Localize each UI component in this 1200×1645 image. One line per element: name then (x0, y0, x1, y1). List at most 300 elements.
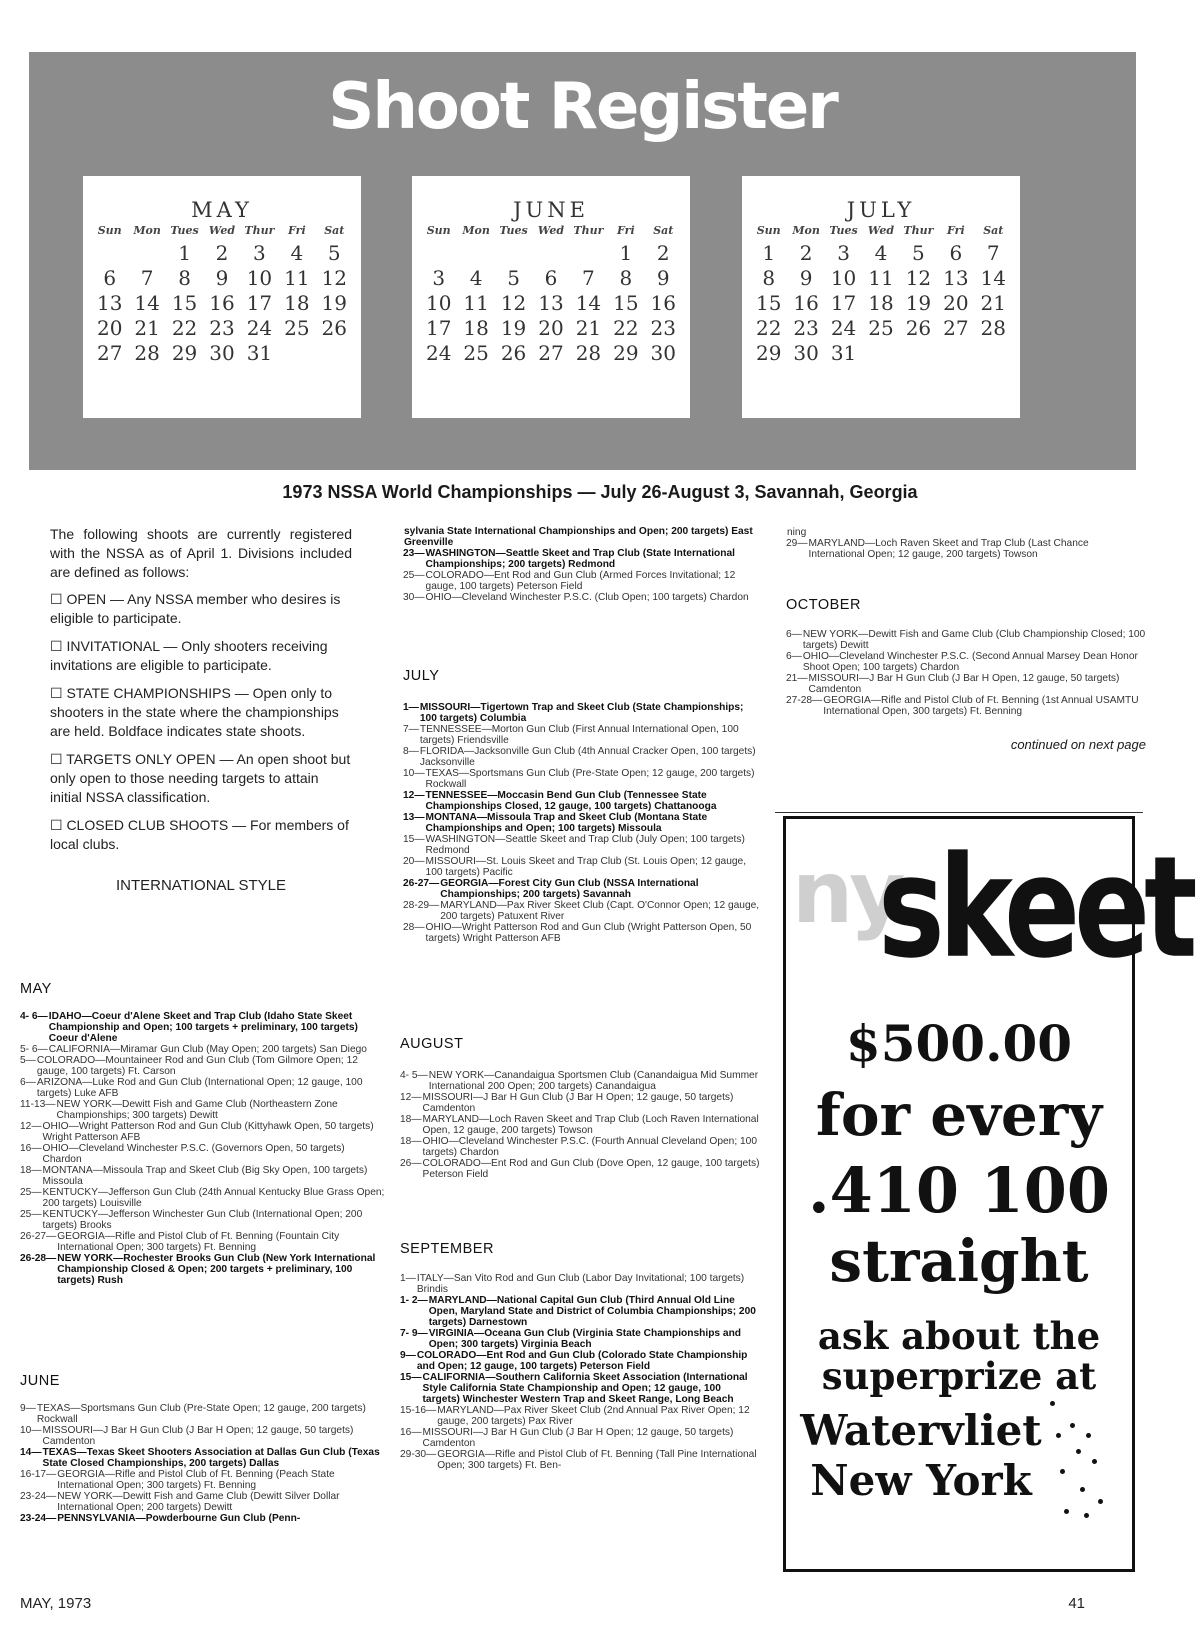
calendar-date: 30 (650, 341, 676, 365)
shoot-date: 18— (400, 1114, 422, 1125)
calendar-weekday: Sat (324, 224, 345, 237)
shoot-entry (20, 1231, 385, 1253)
calendar-date: 25 (868, 316, 894, 340)
shoot-description: ning (787, 527, 807, 538)
shoot-description: OHIO—Cleveland Winchester P.S.C. (Fourth Annual Cleveland Open; 100 targets) Chardon (422, 1136, 758, 1158)
shoot-entry (403, 526, 761, 548)
ad-amount: $500.00 (845, 1014, 1073, 1073)
calendar-weekday: Thur (573, 224, 604, 237)
calendar-date: 20 (538, 316, 564, 340)
definition-invitational: ☐ INVITATIONAL — Only shooters receiving invitations are eligible to participate. (50, 638, 328, 673)
calendar-date: 1 (762, 241, 776, 265)
calendar-date: 20 (96, 316, 123, 340)
definition-targets-only-open: ☐ TARGETS ONLY OPEN — An open shoot but only open to those needing targets to attain initial NSSA classification. (50, 751, 351, 805)
shoot-date: 28— (403, 922, 425, 933)
calendar-date: 26 (500, 341, 527, 365)
calendar-weekday-row (412, 224, 690, 237)
ad-line-superprize: superprize at (821, 1354, 1097, 1398)
shoot-entry (20, 1209, 385, 1231)
championship-subtitle: 1973 NSSA World Championships — July 26-August 3, Savannah, Georgia (282, 482, 918, 502)
shoot-date: 4- 5— (400, 1070, 428, 1081)
june-continued (403, 526, 761, 603)
calendar-date: 8 (762, 266, 776, 290)
july-section (403, 668, 761, 944)
shoot-description: ITALY—San Vito Rod and Gun Club (Labor Day Invitational; 100 targets) Brindis (416, 1273, 745, 1295)
calendar-weekday: Sun (97, 224, 122, 237)
august-entries (400, 1070, 761, 1180)
calendar-blank-cell (91, 241, 128, 266)
shoot-entry (400, 1405, 761, 1427)
calendar-blank-cell (420, 241, 457, 266)
calendar-date: 29 (613, 341, 639, 365)
shoot-description: VIRGINIA—Oceana Gun Club (Virginia State Championships and Open; 300 targets) Virginia Beach (428, 1328, 742, 1350)
calendar-date: 7 (986, 241, 1000, 265)
shoot-entry (20, 1447, 385, 1469)
august-section (400, 1036, 761, 1180)
shoot-date: 18— (20, 1165, 42, 1176)
shoot-entry (400, 1070, 761, 1092)
shoot-date: 15-16— (400, 1405, 437, 1416)
calendar-date: 4 (290, 241, 304, 265)
calendar-date: 10 (246, 266, 273, 290)
shoot-entry (403, 812, 761, 834)
shoot-date: 16-17— (20, 1469, 57, 1480)
shoot-description: COLORADO—Ent Rod and Gun Club (Dove Open, 12 gauge, 100 targets) Peterson Field (422, 1158, 760, 1180)
shoot-date: 25— (20, 1209, 42, 1220)
shoot-description: NEW YORK—Dewitt Fish and Game Club (Northeastern Zone Championships; 300 targets) Dewitt (56, 1099, 338, 1121)
page-number: 41 (1068, 1595, 1085, 1612)
shoot-date: 26— (400, 1158, 422, 1169)
month-heading-october: OCTOBER (786, 597, 861, 613)
calendar-date: 6 (949, 241, 963, 265)
shoot-description: OHIO—Cleveland Winchester P.S.C. (Club Open; 100 targets) Chardon (425, 592, 749, 603)
shoot-description: MISSOURI—St. Louis Skeet and Trap Club (St. Louis Open; 12 gauge, 100 targets) Pacific (425, 856, 747, 878)
calendar-date: 9 (656, 266, 670, 290)
shoot-description: TENNESSEE—Morton Gun Club (First Annual International Open, 100 targets) Friendsville (419, 724, 739, 746)
shoot-description: MARYLAND—Loch Raven Skeet and Trap Club (Last Chance International Open; 12 gauge, 200 targets) Towson (808, 538, 1089, 560)
calendar-date: 2 (799, 241, 813, 265)
shoot-date: 23-24— (20, 1491, 57, 1502)
may-entries (20, 1011, 385, 1286)
shoot-description: NEW YORK—Canandaigua Sportsmen Club (Canandaigua Mid Summer International 200 Open; 200 targets) Canandaigua (428, 1070, 759, 1092)
shoot-entry (20, 1491, 385, 1513)
month-heading-september: SEPTEMBER (400, 1241, 494, 1257)
calendar-date: 4 (469, 266, 483, 290)
shoot-description: CALIFORNIA—Southern California Skeet Association (International Style California State Championship and Open; 12 gauge, 100 targets) Winchester Western Trap and Skeet Range, Long Beach (422, 1372, 748, 1405)
shoot-date: 15— (400, 1372, 422, 1383)
calendar-june (412, 176, 690, 418)
calendar-date: 23 (209, 316, 235, 340)
calendar-date: 23 (650, 316, 676, 340)
calendar-blank-cell (128, 241, 165, 266)
calendar-date: 18 (463, 316, 489, 340)
shoot-description: ARIZONA—Luke Rod and Gun Club (International Open; 12 gauge, 100 targets) Luke AFB (36, 1077, 363, 1099)
calendar-date: 27 (96, 341, 123, 365)
month-heading-august: AUGUST (400, 1036, 464, 1052)
calendar-weekday: Tues (170, 224, 199, 237)
calendar-weekday: Thur (903, 224, 934, 237)
calendar-weekday: Wed (208, 224, 236, 237)
footer-date: MAY, 1973 (20, 1595, 92, 1612)
calendar-date: 19 (500, 316, 527, 340)
shoot-entry (20, 1121, 385, 1143)
calendar-date: 21 (134, 316, 160, 340)
shoot-entry (786, 629, 1146, 651)
shoot-entry (20, 1469, 385, 1491)
intro-column (50, 525, 352, 895)
shoot-entry (400, 1114, 761, 1136)
calendar-weekday: Thur (244, 224, 275, 237)
shoot-description: TEXAS—Sportsmans Gun Club (Pre-State Open; 12 gauge, 200 targets) Rockwall (425, 768, 755, 790)
shoot-entry (400, 1350, 761, 1372)
shoot-entry (403, 856, 761, 878)
calendar-weekday: Mon (792, 224, 820, 237)
shoot-date: 18— (400, 1136, 422, 1147)
calendar-date: 5 (507, 266, 520, 290)
calendar-date: 27 (943, 316, 969, 340)
calendar-date-grid (83, 237, 361, 366)
calendar-weekday-row (83, 224, 361, 237)
calendar-date: 22 (613, 316, 639, 340)
calendar-date: 3 (432, 266, 446, 290)
shoot-entry (20, 1403, 385, 1425)
ad-line-410: .410 100 (807, 1154, 1110, 1227)
calendar-date: 24 (425, 341, 452, 365)
shoot-date: 21— (786, 673, 808, 684)
definition-state-championships: ☐ STATE CHAMPIONSHIPS — Open only to shooters in the state where the championships are held. Boldface indicates state shoots. (50, 685, 339, 739)
calendar-weekday: Sat (653, 224, 674, 237)
calendar-weekday: Fri (947, 224, 965, 237)
month-heading-may: MAY (20, 981, 52, 997)
calendar-date: 27 (538, 341, 564, 365)
shoot-entry (403, 768, 761, 790)
calendar-july (742, 176, 1020, 418)
intro-text: The following shoots are currently registered with the NSSA as of April 1. Divisions included are defined as follows: (50, 526, 352, 580)
shoot-description: OHIO—Wright Patterson Rod and Gun Club (Wright Patterson Open, 50 targets) Wright Patterson AFB (425, 922, 752, 944)
shoot-description: MISSOURI—J Bar H Gun Club (J Bar H Open; 12 gauge, 50 targets) Camdenton (42, 1425, 354, 1447)
shoot-date: 1— (400, 1273, 416, 1284)
shoot-entry (786, 538, 1146, 560)
shoot-description: WASHINGTON—Seattle Skeet and Trap Club (State International Championships; 200 targets) Redmond (425, 548, 735, 570)
shoot-date: 28-29— (403, 900, 440, 911)
calendar-date: 16 (209, 291, 235, 315)
shoot-entry (403, 922, 761, 944)
shoot-date: 26-28— (20, 1253, 57, 1264)
calendar-date: 25 (284, 316, 310, 340)
shoot-entry (403, 790, 761, 812)
calendar-weekday: Wed (537, 224, 565, 237)
shoot-description: MARYLAND—Pax River Skeet Club (2nd Annual Pax River Open; 12 gauge, 200 targets) Pax River (437, 1405, 750, 1427)
shoot-date: 1— (403, 702, 419, 713)
ad-ny-prefix: ny (792, 843, 902, 943)
calendar-date: 29 (755, 341, 782, 365)
shoot-description: OHIO—Cleveland Winchester P.S.C. (Second Annual Marsey Dean Honor Shoot Open; 100 targets) Chardon (802, 651, 1138, 673)
shoot-date: 29— (786, 538, 808, 549)
shoot-description: TEXAS—Texas Skeet Shooters Association at Dallas Gun Club (Texas State Closed Championships, 200 targets) Dallas (42, 1447, 380, 1469)
calendar-date: 19 (905, 291, 932, 315)
calendar-date: 22 (755, 316, 782, 340)
shoot-description: GEORGIA—Rifle and Pistol Club of Ft. Benning (Tall Pine International Open; 300 targets) Ft. Ben- (437, 1449, 757, 1471)
shoot-date: 4- 6— (20, 1011, 48, 1022)
calendar-date: 16 (650, 291, 676, 315)
shoot-date: 12— (403, 790, 425, 801)
shoot-description: COLORADO—Ent Rod and Gun Club (Armed Forces Invitational; 12 gauge, 100 targets) Peterson Field (425, 570, 736, 592)
calendar-date: 7 (140, 266, 154, 290)
shoot-entry (403, 570, 761, 592)
shoot-date: 5— (20, 1055, 36, 1066)
calendar-date: 25 (463, 341, 489, 365)
july-entries (403, 702, 761, 944)
calendar-date: 18 (868, 291, 894, 315)
shoot-description: MISSOURI—Tigertown Trap and Skeet Club (State Championships; 100 targets) Columbia (419, 702, 744, 724)
shoot-date: 16— (400, 1427, 422, 1438)
shoot-entry (786, 651, 1146, 673)
shoot-date: 6— (786, 629, 802, 640)
calendar-date: 10 (425, 291, 452, 315)
shoot-entry (403, 834, 761, 856)
shoot-entry (20, 1055, 385, 1077)
shoot-description: MISSOURI—J Bar H Gun Club (J Bar H Open, 12 gauge, 50 targets) Camdenton (808, 673, 1120, 695)
shoot-date: 16— (20, 1143, 42, 1154)
calendar-weekday-row (742, 224, 1020, 237)
shoot-date: 12— (20, 1121, 42, 1132)
shoot-date: 15— (403, 834, 425, 845)
calendar-date: 20 (943, 291, 969, 315)
october-entries (786, 629, 1146, 717)
shoot-entry (400, 1449, 761, 1471)
calendar-weekday: Tues (829, 224, 858, 237)
calendar-date: 15 (755, 291, 782, 315)
shoot-entry (20, 1099, 385, 1121)
shoot-description: WASHINGTON—Seattle Skeet and Trap Club (July Open; 100 targets) Redmond (425, 834, 745, 856)
shoot-entry (20, 1253, 385, 1286)
september-entries (400, 1273, 761, 1471)
shoot-entry (20, 1143, 385, 1165)
calendar-date-grid (742, 237, 1020, 366)
shoot-date: 9— (400, 1350, 416, 1361)
calendar-date: 10 (830, 266, 857, 290)
calendar-date: 31 (246, 341, 273, 365)
calendar-date: 22 (171, 316, 198, 340)
shoot-entry (403, 746, 761, 768)
shoot-description: MISSOURI—J Bar H Gun Club (J Bar H Open; 12 gauge, 50 targets) Camdenton (422, 1427, 734, 1449)
calendar-date: 3 (837, 241, 850, 265)
calendar-date: 21 (980, 291, 1006, 315)
shoot-entry (403, 702, 761, 724)
shoot-description: OHIO—Cleveland Winchester P.S.C. (Governors Open, 50 targets) Chardon (42, 1143, 345, 1165)
shoot-description: GEORGIA—Rifle and Pistol Club of Ft. Benning (Peach State International Open; 300 targets) Ft. Benning (57, 1469, 335, 1491)
shoot-entry (400, 1372, 761, 1405)
shoot-entry (400, 1427, 761, 1449)
calendar-date: 14 (980, 266, 1006, 290)
ad-divider (775, 812, 1143, 813)
calendar-date: 26 (905, 316, 932, 340)
calendar-date: 8 (178, 266, 191, 290)
shoot-description: KENTUCKY—Jefferson Gun Club (24th Annual Kentucky Blue Grass Open; 200 targets) Louisville (42, 1187, 385, 1209)
shoot-entry (20, 1187, 385, 1209)
shoot-date: 6— (20, 1077, 36, 1088)
calendar-date: 5 (327, 241, 341, 265)
calendar-date: 13 (943, 266, 969, 290)
calendar-month-label: MAY (191, 198, 253, 222)
calendar-date: 7 (582, 266, 595, 290)
calendar-blank-cell (457, 241, 494, 266)
calendar-date: 17 (425, 316, 452, 340)
continued-note: continued on next page (1010, 737, 1146, 752)
shoot-date: 7— (403, 724, 419, 735)
ad-line-watervliet: Watervliet (800, 1406, 1042, 1455)
shoot-entry (403, 878, 761, 900)
shoot-description: CALIFORNIA—Miramar Gun Club (May Open; 200 targets) San Diego (48, 1044, 367, 1055)
shoot-description: PENNSYLVANIA—Powderbourne Gun Club (Penn- (57, 1513, 301, 1524)
shoot-description: COLORADO—Mountaineer Rod and Gun Club (Tom Gilmore Open; 12 gauge, 100 targets) Ft. Carson (36, 1055, 358, 1077)
nyskeet-advertisement (783, 816, 1192, 1572)
calendar-date: 19 (321, 291, 347, 315)
calendar-month-label: JUNE (513, 198, 589, 222)
calendar-date: 15 (613, 291, 639, 315)
calendar-date: 23 (793, 316, 819, 340)
shoot-description: sylvania State International Championships and Open; 200 targets) East Greenville (404, 526, 753, 548)
calendar-date: 6 (103, 266, 117, 290)
calendar-date: 30 (793, 341, 819, 365)
page-title: Shoot Register (328, 70, 837, 144)
calendar-date: 28 (575, 341, 602, 365)
june-continued-entries (403, 526, 761, 603)
calendar-date: 13 (538, 291, 564, 315)
june-entries (20, 1403, 385, 1524)
calendar-date: 16 (793, 291, 819, 315)
calendar-date: 17 (246, 291, 273, 315)
may-section (20, 981, 385, 1286)
calendar-date: 8 (619, 266, 633, 290)
calendar-date: 4 (874, 241, 888, 265)
calendar-date: 18 (284, 291, 310, 315)
shoot-entry (20, 1011, 385, 1044)
calendar-blank-cell (532, 241, 569, 266)
shoot-date: 11-13— (20, 1099, 56, 1110)
calendar-date: 29 (171, 341, 198, 365)
calendar-month-label: JULY (846, 198, 916, 222)
calendar-date: 12 (321, 266, 347, 290)
october-section (786, 597, 1146, 752)
division-definitions (50, 590, 352, 854)
shoot-entry (20, 1425, 385, 1447)
calendar-blank-cell (570, 241, 607, 266)
calendar-date: 2 (656, 241, 670, 265)
calendar-date: 21 (575, 316, 602, 340)
calendar-date: 24 (246, 316, 273, 340)
calendar-date: 30 (209, 341, 235, 365)
calendar-date: 9 (215, 266, 229, 290)
shoot-description: FLORIDA—Jacksonville Gun Club (4th Annual Cracker Open, 100 targets) Jacksonville (419, 746, 756, 768)
shoot-description: MISSOURI—J Bar H Gun Club (J Bar H Open; 12 gauge, 50 targets) Camdenton (422, 1092, 734, 1114)
shoot-description: TEXAS—Sportsmans Gun Club (Pre-State Open; 12 gauge, 200 targets) Rockwall (36, 1403, 366, 1425)
shoot-description: MARYLAND—Loch Raven Skeet and Trap Club (Loch Raven International Open, 12 gauge, 200 targets) Towson (422, 1114, 759, 1136)
shoot-entry (403, 724, 761, 746)
shoot-entry (403, 548, 761, 570)
june-section (20, 1373, 385, 1524)
international-style-heading: INTERNATIONAL STYLE (115, 877, 287, 894)
shoot-date: 26-27— (403, 878, 440, 889)
shoot-description: GEORGIA—Rifle and Pistol Club of Ft. Benning (Fountain City International Open; 300 targets) Ft. Benning (57, 1231, 340, 1253)
shoot-entry (20, 1165, 385, 1187)
calendar-date: 12 (500, 291, 527, 315)
shoot-description: NEW YORK—Dewitt Fish and Game Club (Club Championship Closed; 100 targets) Dewitt (802, 629, 1146, 651)
shoot-entry (786, 673, 1146, 695)
ad-line-straight: straight (829, 1227, 1089, 1295)
calendar-date: 31 (830, 341, 857, 365)
shoot-entry (400, 1136, 761, 1158)
shoot-date: 9— (20, 1403, 36, 1414)
ad-line-for-every: for every (815, 1081, 1103, 1149)
calendar-weekday: Sat (983, 224, 1004, 237)
shoot-description: GEORGIA—Forest City Gun Club (NSSA International Championships; 200 targets) Savannah (440, 878, 699, 900)
september-continued (786, 527, 1146, 560)
calendar-date: 2 (215, 241, 229, 265)
definition-closed-club-shoots: ☐ CLOSED CLUB SHOOTS — For members of local clubs. (50, 817, 349, 852)
calendar-date: 13 (96, 291, 123, 315)
shoot-date: 25— (20, 1187, 42, 1198)
shoot-description: TENNESSEE—Moccasin Bend Gun Club (Tennessee State Championships Closed, 12 gauge, 100 targets) Chattanooga (425, 790, 717, 812)
shoot-entry (20, 1044, 385, 1055)
shoot-description: MARYLAND—Pax River Skeet Club (Capt. O'Connor Open; 12 gauge, 200 targets) Patuxent River (440, 900, 760, 922)
calendar-date-grid (412, 237, 690, 366)
september-continued-entries (786, 527, 1146, 560)
shoot-entry (786, 695, 1146, 717)
shoot-date: 23— (403, 548, 425, 559)
calendar-weekday: Fri (288, 224, 306, 237)
month-heading-june: JUNE (20, 1373, 60, 1389)
calendar-blank-cell (495, 241, 532, 266)
calendar-weekday: Mon (133, 224, 161, 237)
shoot-entry (20, 1077, 385, 1099)
shoot-description: IDAHO—Coeur d'Alene Skeet and Trap Club (Idaho State Skeet Championship and Open; 100 targets + preliminary, 100 targets) Coeur d'Alene (48, 1011, 358, 1044)
shoot-description: NEW YORK—Rochester Brooks Gun Club (New York International Championship Closed & Open; 200 targets + preliminary, 100 targets) Rush (57, 1253, 376, 1286)
calendar-weekday: Tues (499, 224, 528, 237)
shoot-entry (20, 1513, 385, 1524)
calendar-date: 12 (905, 266, 932, 290)
month-heading-july: JULY (403, 668, 440, 684)
shoot-entry (400, 1158, 761, 1180)
shoot-entry (403, 592, 761, 603)
calendar-date: 17 (830, 291, 857, 315)
shoot-entry (400, 1295, 761, 1328)
calendar-date: 26 (321, 316, 347, 340)
shoot-date: 8— (403, 746, 419, 757)
calendar-date: 24 (830, 316, 857, 340)
calendar-date: 28 (980, 316, 1006, 340)
shoot-entry (400, 1092, 761, 1114)
calendar-may (83, 176, 361, 418)
calendar-date: 3 (253, 241, 266, 265)
shoot-date: 7- 9— (400, 1328, 428, 1339)
shoot-description: GEORGIA—Rifle and Pistol Club of Ft. Benning (1st Annual USAMTU International Open, 300 targets) Ft. Benning (823, 695, 1139, 717)
shoot-entry (786, 527, 1146, 538)
shoot-date: 5- 6— (20, 1044, 48, 1055)
shoot-entry (400, 1328, 761, 1350)
calendar-weekday: Mon (462, 224, 490, 237)
shoot-description: COLORADO—Ent Rod and Gun Club (Colorado State Championship and Open; 12 gauge, 100 targets) Peterson Field (416, 1350, 748, 1372)
calendar-date: 1 (178, 241, 191, 265)
calendar-weekday: Sun (756, 224, 781, 237)
shoot-date: 29-30— (400, 1449, 437, 1460)
shoot-date: 26-27— (20, 1231, 57, 1242)
shoot-entry (400, 1273, 761, 1295)
calendar-date: 11 (868, 266, 894, 290)
calendar-date: 1 (619, 241, 633, 265)
definition-open: ☐ OPEN — Any NSSA member who desires is eligible to participate. (50, 591, 341, 626)
ad-line-ask-about: ask about the (817, 1314, 1101, 1358)
